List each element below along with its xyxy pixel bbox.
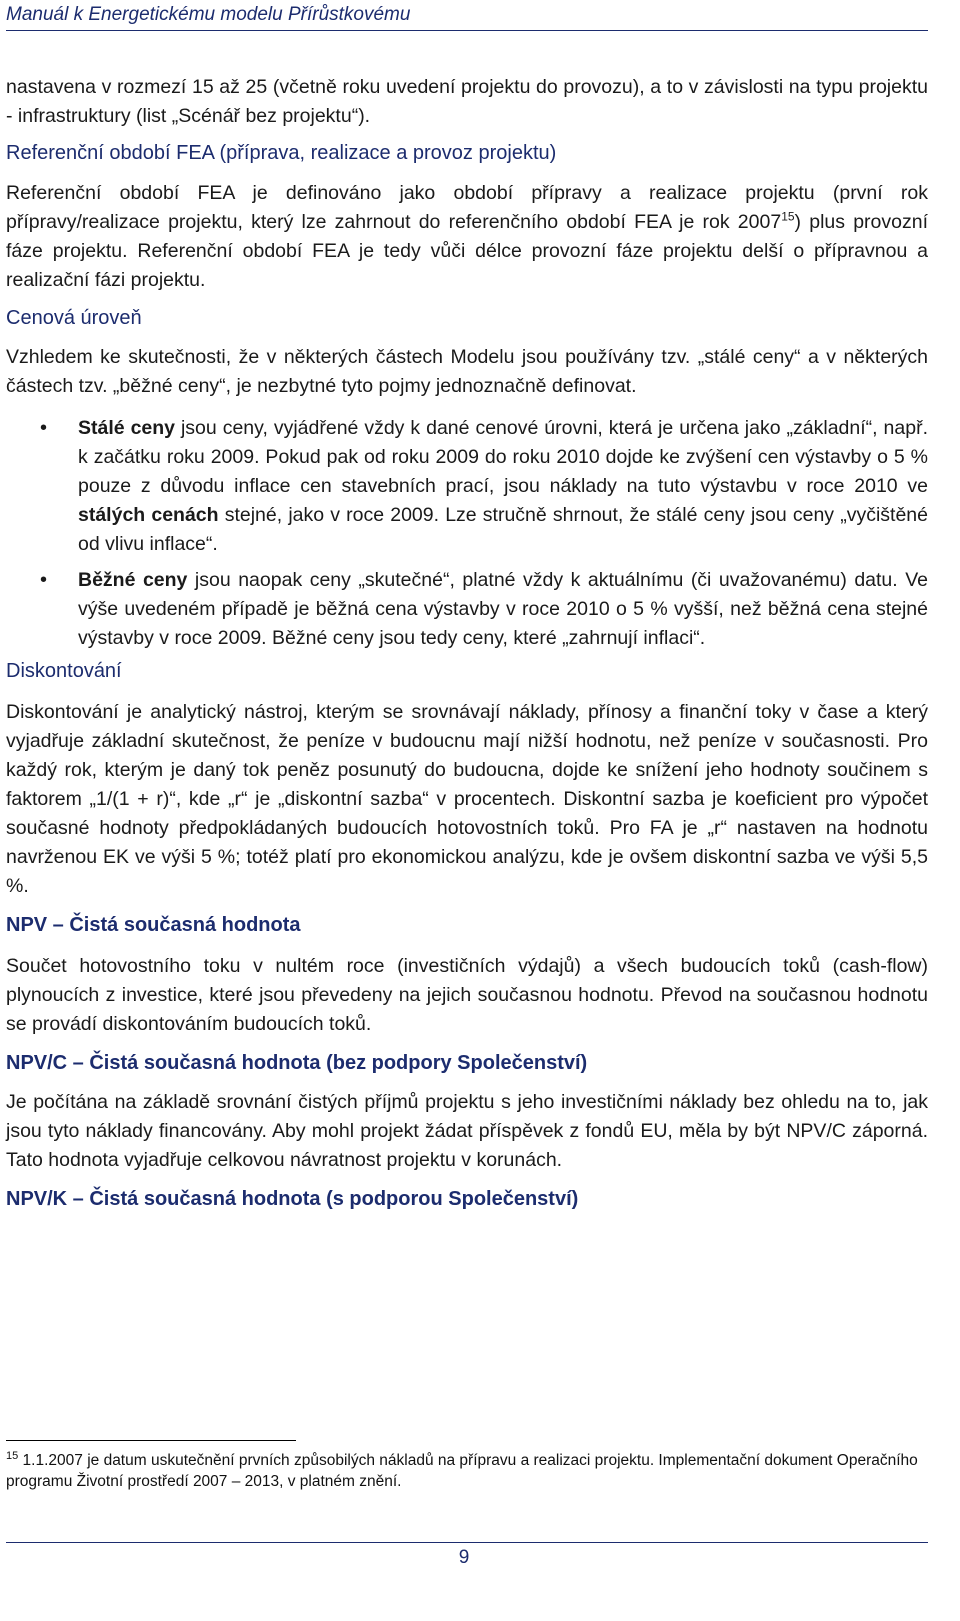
- term-constant-prices: Stálé ceny: [78, 417, 176, 439]
- footnote-text: 1.1.2007 je datum uskutečnění prvních způsobilých nákladů na přípravu a realizaci projektu. Implementační dokument Operačního programu Životní prostředí 2007 – 2013, v platném znění.: [6, 1452, 918, 1490]
- paragraph-discounting: Diskontování je analytický nástroj, kterým se srovnávají náklady, přínosy a finanční toky v čase a který vyjadřuje základní skutečnost, že peníze v budoucnu mají nižší hodnotu, než peníze v současnosti. Pro každý rok, kterým je daný tok peněz posunutý do budoucna, dojde ke snížení jeho hodnoty součinem s faktorem „1/(1 + r)“, kde „r“ je „diskontní sazba“ v procentech. Diskontní sazba je koeficient pro výpočet současné hodnoty předpokládaných budoucích hotovostních toků. Pro FA je „r“ nastaven na hodnotu navrženou EK ve výši 5 %; totéž platí pro ekonomickou analýzu, kde je ovšem diskontní sazba ve výši 5,5 %.: [6, 701, 928, 897]
- paragraph-reference-period-text-a: Referenční období FEA je definováno jako období přípravy a realizace projektu (první rok přípravy/realizace projektu, který lze zahrnout do referenčního období FEA je rok 2007: [6, 182, 928, 233]
- term-constant-prices-inline: stálých cenách: [78, 504, 219, 526]
- heading-reference-period: Referenční období FEA (příprava, realizace a provoz projektu): [6, 142, 557, 164]
- footnote-ref: 15: [781, 209, 795, 224]
- page-header: [6, 2, 928, 31]
- footnote-separator: [6, 1440, 296, 1441]
- footer-separator: [6, 1542, 928, 1543]
- paragraph-npv: Součet hotovostního toku v nultém roce (investičních výdajů) a všech budoucích toků (cash-flow) plynoucích z investice, které jsou převedeny na jejich současnou hodnotu. Převod na současnou hodnotu se provádí diskontováním budoucích toků.: [6, 955, 928, 1035]
- header-title: Manuál k Energetickému modelu Přírůstkovému: [6, 4, 411, 25]
- constant-prices-def-b: stejné, jako v roce 2009. Lze stručně shrnout, že stálé ceny jsou ceny „vyčištěné od vlivu inflace“.: [78, 504, 928, 555]
- heading-npv-k: NPV/K – Čistá současná hodnota (s podporou Společenství): [6, 1188, 579, 1210]
- document-body: [6, 73, 928, 1214]
- heading-npv: NPV – Čistá současná hodnota: [6, 914, 301, 936]
- footnote-number: 15: [6, 1449, 19, 1462]
- list-item-current-prices: [6, 566, 928, 653]
- bullet-icon: •: [40, 569, 48, 591]
- paragraph-npv-c: Je počítána na základě srovnání čistých příjmů projektu s jeho investičními náklady bez ohledu na to, jak jsou tyto náklady financovány. Aby mohl projekt žádat příspěvek z fondů EU, měla by být NPV/C záporná. Tato hodnota vyjadřuje celkovou návratnost projektu v korunách.: [6, 1091, 928, 1171]
- current-prices-def: jsou naopak ceny „skutečné“, platné vždy k aktuálnímu (či uvažovanému) datu. Ve výše uvedeném případě je běžná cena výstavby v roce 2010 o 5 % vyšší, než běžná cena stejné výstavby v roce 2009. Běžné ceny jsou tedy ceny, které „zahrnují inflaci“.: [78, 569, 928, 649]
- constant-prices-def-a: jsou ceny, vyjádřené vždy k dané cenové úrovni, která je určena jako „základní“, např. k začátku roku 2009. Pokud pak od roku 2009 do roku 2010 dojde ke zvýšení cen výstavby o 5 % pouze z důvodu inflace cen stavebních prací, jsou náklady na tuto výstavbu v roce 2010 ve: [78, 417, 928, 497]
- price-definitions-list: [6, 414, 928, 653]
- constant-prices-text: [78, 414, 928, 559]
- paragraph-price-level: Vzhledem ke skutečnosti, že v některých částech Modelu jsou používány tzv. „stálé ceny“ a v některých částech tzv. „běžné ceny“, je nezbytné tyto pojmy jednoznačně definovat.: [6, 346, 928, 397]
- term-current-prices: Běžné ceny: [78, 569, 188, 591]
- page-number: 9: [458, 1547, 470, 1568]
- heading-discounting: Diskontování: [6, 660, 122, 682]
- paragraph-period: nastavena v rozmezí 15 až 25 (včetně roku uvedení projektu do provozu), a to v závislosti na typu projektu - infrastruktury (list „Scénář bez projektu“).: [6, 76, 928, 127]
- paragraph-reference-period-text-b: ) plus provozní fáze projektu. Referenční období FEA je tedy vůči délce provozní fáze projektu delší o přípravnou a realizační fázi projektu.: [6, 211, 928, 291]
- heading-price-level: Cenová úroveň: [6, 307, 142, 329]
- heading-npv-c: NPV/C – Čistá současná hodnota (bez podpory Společenství): [6, 1052, 588, 1074]
- current-prices-text: [78, 566, 928, 653]
- footnote: [6, 1450, 928, 1492]
- list-item-constant-prices: [6, 414, 928, 559]
- bullet-icon: •: [40, 417, 48, 439]
- paragraph-reference-period: [6, 179, 928, 295]
